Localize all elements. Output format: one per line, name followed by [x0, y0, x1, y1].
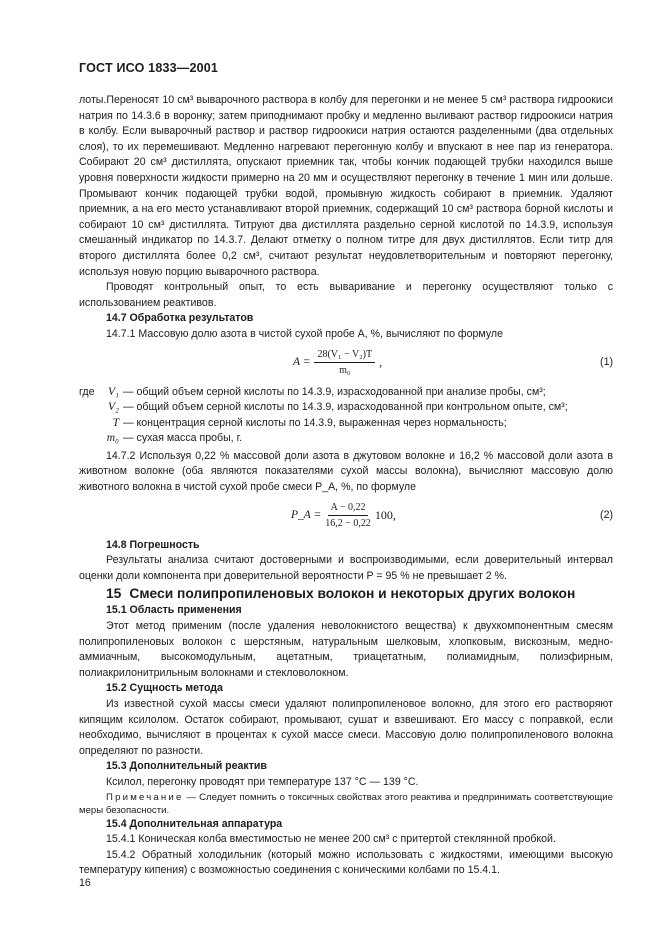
formula-1-tail: ,: [379, 354, 383, 369]
formula-2-tail: 100,: [374, 507, 396, 522]
formula-2-denominator: 16,2 − 0,22: [325, 518, 371, 530]
definition-t: — концентрация серной кислоты по 14.3.9, выраженная через нормальность;: [123, 416, 507, 429]
formula-1-lhs: A =: [293, 355, 311, 368]
paragraph-15-4-2: 15.4.2 Обратный холодильник (который можно использовать с жидкостями, имеющими высокую температуру кипения) с возможностью соединения с коническими колбами по 15.4.1.: [79, 848, 613, 877]
note-text: — Следует помнить о токсичных свойствах этого реактива и предпринимать соответствующие меры безопасности.: [79, 791, 613, 816]
paragraph-15-4-1: 15.4.1 Коническая колба вместимостью не менее 200 см³ с притертой стеклянной пробкой.: [106, 833, 556, 846]
definition-m0: — сухая масса пробы, г.: [123, 432, 243, 445]
standard-header: ГОСТ ИСО 1833—2001: [79, 61, 219, 75]
formula-1-numerator: 28(V₁ − V₂)T: [314, 348, 375, 363]
note-15-3: [79, 791, 613, 817]
formula-2: [79, 499, 613, 533]
section-15-heading: [79, 584, 613, 603]
formula-1-fraction: [314, 348, 375, 377]
section-15-number: 15: [106, 586, 122, 602]
paragraph-15-1: Этот метод применим (после удаления неволокнистого вещества) к двухкомпонентным смесям полипропиленовых волокон с шерстяным, натуральным шелковым, хлопковым, вискозным, медно-аммиачным, высокомодульным, ацетатным, триацетатным, полиамидным, полиэфирным, полиакрилонитрильным волокнами и стекловолокном.: [79, 620, 613, 679]
paragraph-15-2: Из известной сухой массы смеси удаляют полипропиленовое волокно, для этого его растворяют кипящим ксилолом. Остаток собирают, промывают, сушат и взвешивают. Его массу с поправкой, если необходимо, вычисляют в процентах к сухой массе смеси. Массовую долю полипропиленового волокна определяют по разности.: [79, 698, 613, 757]
symbol-v1: V₁: [107, 385, 119, 398]
heading-15-1: 15.1 Область применения: [106, 604, 242, 617]
symbol-t: T: [112, 416, 119, 429]
definition-row: [79, 400, 613, 416]
formula-1-denominator: m₀: [339, 365, 351, 376]
paragraph-14-7-2: 14.7.2 Используя 0,22 % массовой доли азота в джутовом волокне и 16,2 % массовой доли азота в животном волокне (оба являются показателями сухой массы волокна), вычисляют массовую долю животного волокна в чистой сухой пробе смеси P_A, %, по формуле: [79, 449, 613, 494]
formula-2-fraction: [325, 501, 371, 530]
paragraph-distillation: лоты.Переносят 10 см³ выварочного раствора в колбу для перегонки и не менее 5 см³ раствора гидроокиси натрия по 14.3.6 в воронку; затем приподнимают пробку и медленно выливают раствор гидроокиси натрия в колбу. Если выварочный раствор и раствор гидроокиси натрия остаются разделенными (два отдельных слоя), то их перемешивают. Медленно нагревают перегонную колбу и впускают в нее пар из генератора. Собирают 20 см³ дистиллята, опускают приемник так, чтобы кончик подающей трубки находился выше уровня поверхности жидкости примерно на 20 мм и осуществляют перегонку в течение 1 мин или дольше. Промывают кончик подающей трубки водой, промывную жидкость собирают в приемник. Удаляют приемник, а на его место устанавливают второй приемник, содержащий 10 см³ раствора борной кислоты и собирают 10 см³ дистиллята. Титруют два дистиллята раздельно серной кислотой по 14.3.9, используя смешанный индикатор по 14.3.7. Делают отметку о полном титре для двух дистиллятов. Если титр для второго дистиллята более 0,2 см³, считают результат неудовлетворительным и повторяют перегонку, используя новую порцию выварочного раствора.: [79, 94, 613, 278]
formula-2-lhs: P_A =: [291, 508, 322, 521]
note-label: Примечание: [106, 791, 184, 803]
formula-1-number: (1): [600, 355, 613, 368]
formula-2-numerator: A − 0,22: [328, 501, 369, 516]
definition-row: [79, 385, 613, 401]
page-content: [79, 93, 613, 879]
definition-v1: — общий объем серной кислоты по 14.3.9, израсходованной при анализе пробы, см³;: [123, 385, 546, 398]
paragraph-control-test: Проводят контрольный опыт, то есть вываривание и перегонку осуществляют только с использованием реактивов.: [79, 281, 613, 309]
symbol-definitions: [79, 385, 613, 447]
definition-row: [79, 416, 613, 432]
section-15-title: Смеси полипропиленовых волокон и некоторых других волокон: [129, 586, 576, 602]
paragraph-14-7-1: 14.7.1 Массовую долю азота в чистой сухой пробе A, %, вычисляют по формуле: [106, 327, 503, 340]
heading-14-8: 14.8 Погрешность: [106, 538, 200, 551]
formula-2-number: (2): [600, 508, 613, 521]
heading-15-4: 15.4 Дополнительная аппаратура: [106, 817, 283, 830]
paragraph-15-3: Ксилол, перегонку проводят при температуре 137 °C — 139 °C.: [106, 775, 419, 788]
paragraph-14-8: Результаты анализа считают достоверными и воспроизводимыми, если доверительный интервал оценки доли компонента при доверительной вероятности P = 95 % не превышает 2 %.: [79, 554, 613, 582]
symbol-m0: m₀: [106, 432, 119, 445]
definition-row: [79, 431, 613, 447]
definition-v2: — общий объем серной кислоты по 14.3.9, израсходованной при контрольном опыте, см³;: [123, 401, 568, 414]
symbol-v2: V₂: [107, 401, 119, 414]
page-number: 16: [79, 877, 91, 889]
heading-14-7: 14.7 Обработка результатов: [106, 312, 254, 325]
heading-15-3: 15.3 Дополнительный реактив: [106, 760, 267, 773]
heading-15-2: 15.2 Сущность метода: [106, 682, 223, 695]
formula-1: [79, 346, 613, 380]
where-word: где: [79, 385, 95, 398]
